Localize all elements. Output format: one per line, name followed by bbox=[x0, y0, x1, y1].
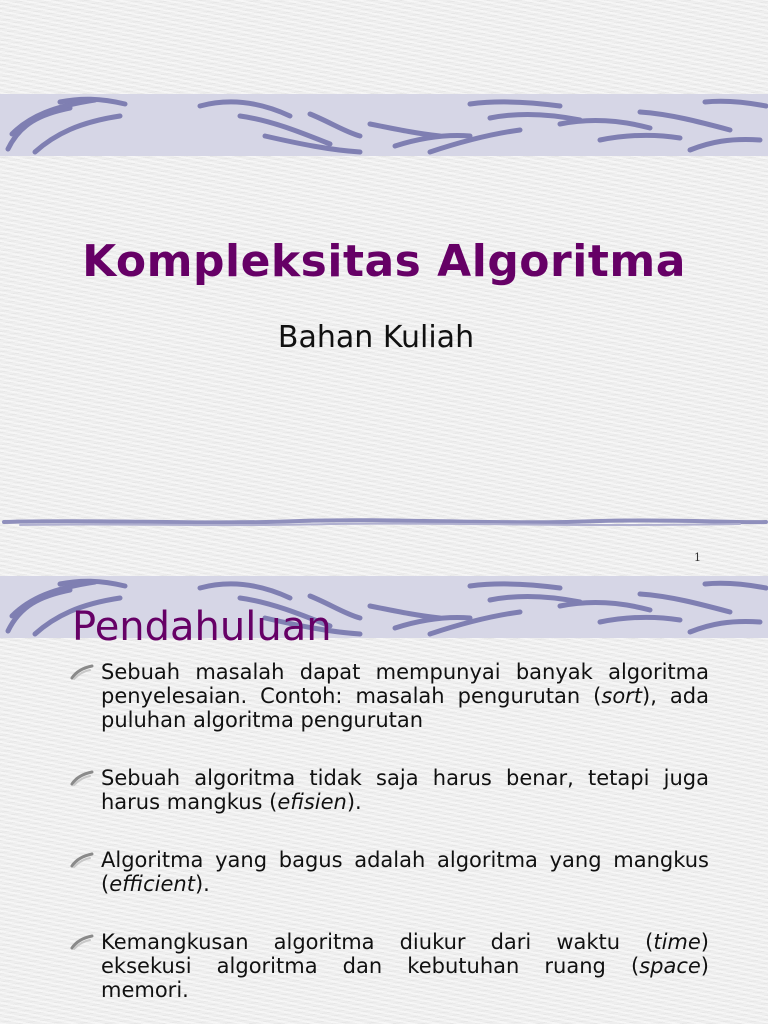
slide-subtitle: Bahan Kuliah bbox=[277, 320, 475, 355]
page-number: 1 bbox=[694, 551, 701, 564]
emphasized-term: sort bbox=[601, 684, 643, 708]
bullet-text-segment: ) eksekusi algoritma dan kebutuhan ruang ( bbox=[101, 930, 709, 978]
emphasized-term: efficient bbox=[109, 872, 195, 896]
emphasized-term: efisien bbox=[277, 790, 347, 814]
bullet-text-segment: ). bbox=[346, 790, 362, 814]
decorative-swirl-line bbox=[0, 512, 768, 532]
slide-title: Kompleksitas Algoritma bbox=[82, 236, 686, 287]
emphasized-term: time bbox=[653, 930, 701, 954]
bullet-text-segment: Algoritma yang bagus adalah algoritma yang mangkus ( bbox=[101, 848, 709, 896]
bullet-text-segment: Sebuah masalah dapat mempunyai banyak algoritma penyelesaian. Contoh: masalah pengurutan ( bbox=[101, 660, 709, 708]
bullet-swoosh-icon bbox=[70, 664, 94, 680]
bullet-text bbox=[101, 930, 709, 1002]
bullet-text-segment: ) memori. bbox=[101, 954, 709, 1002]
bullet-item bbox=[70, 660, 710, 732]
bullet-text bbox=[101, 848, 709, 896]
bullet-text-segment: ). bbox=[194, 872, 210, 896]
bullet-text bbox=[101, 660, 709, 732]
bullet-text bbox=[101, 766, 709, 814]
bullet-swoosh-icon bbox=[70, 934, 94, 950]
emphasized-term: space bbox=[639, 954, 701, 978]
bullet-list bbox=[70, 660, 710, 1024]
bullet-swoosh-icon bbox=[70, 770, 94, 786]
content-slide bbox=[0, 572, 768, 1024]
bullet-item bbox=[70, 848, 710, 896]
bullet-text-segment: Sebuah algoritma tidak saja harus benar, tetapi juga harus mangkus ( bbox=[101, 766, 709, 814]
bullet-swoosh-icon bbox=[70, 852, 94, 868]
bullet-text-segment: ), ada puluhan algoritma pengurutan bbox=[101, 684, 709, 732]
decorative-swirl-band bbox=[0, 94, 768, 156]
bullet-item bbox=[70, 930, 710, 1002]
slide-title: Pendahuluan bbox=[72, 604, 332, 650]
bullet-item bbox=[70, 766, 710, 814]
bullet-text-segment: Kemangkusan algoritma diukur dari waktu ( bbox=[101, 930, 654, 954]
